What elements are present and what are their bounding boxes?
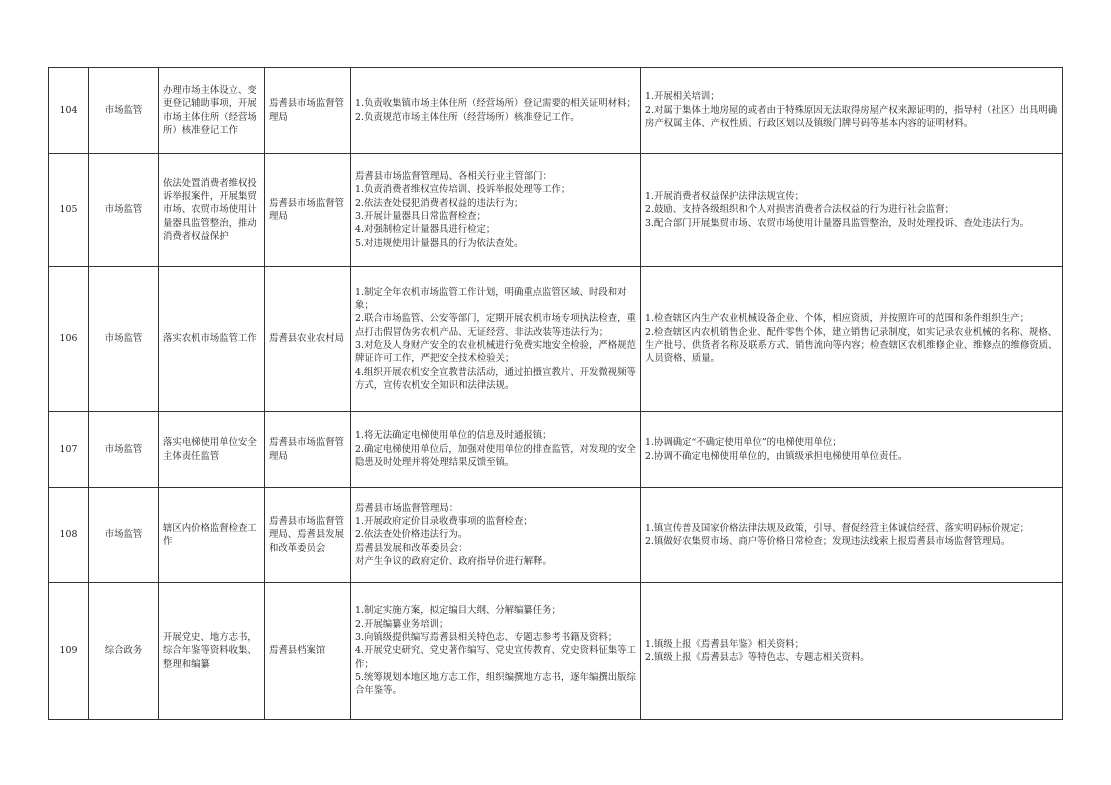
county-duty-line: 2.依法查处侵犯消费者权益的违法行为；: [355, 197, 524, 209]
town-duties: [641, 583, 1063, 720]
county-duty-line: 4.对强制检定计量器具进行检定；: [355, 224, 496, 236]
town-duty-line: 3.配合部门开展集贸市场、农贸市场使用计量器具监管整治，及时处理投诉、查处违法行为。: [645, 217, 1029, 229]
county-duties: [351, 583, 641, 720]
county-duty-line: 3.对危及人身财产安全的农业机械进行免费实地安全检验，严格规范牌证许可工作，严把安全技术检验关；: [355, 340, 636, 365]
row-number: 108: [49, 488, 89, 583]
row-field: 市场监管: [89, 267, 159, 412]
county-duty-line: 3.向镇级提供编写焉耆县相关特色志、专题志参考书籍及资料；: [355, 631, 618, 643]
row-field: 市场监管: [89, 68, 159, 154]
town-duties: [641, 488, 1063, 583]
town-duty-line: 2.鼓励、支持各级组织和个人对损害消费者合法权益的行为进行社会监督；: [645, 204, 954, 216]
county-duty-line: 1.开展政府定价目录收费事项的监督检查；: [355, 515, 533, 527]
row-item: 落实农机市场监管工作: [159, 267, 265, 412]
town-duties: [641, 68, 1063, 154]
row-item: 落实电梯使用单位安全主体责任监管: [159, 412, 265, 488]
county-duty-line: 2.联合市场监管、公安等部门，定期开展农机市场专项执法检查，重点打击假冒伪劣农机产品、无证经营、非法改装等违法行为；: [355, 313, 636, 338]
county-duty-line: 1.负责收集镇市场主体住所（经营场所）登记需要的相关证明材料；: [355, 98, 636, 110]
row-item: 辖区内价格监督检查工作: [159, 488, 265, 583]
row-number: 109: [49, 583, 89, 720]
town-duty-line: 2.镇级上报《焉耆县志》等特色志、专题志相关资料。: [645, 652, 870, 663]
town-duties: [641, 267, 1063, 412]
county-duties: [351, 412, 641, 488]
town-duty-line: 1.开展相关培训；: [645, 91, 720, 103]
county-duties: [351, 267, 641, 412]
county-duties: [351, 488, 641, 583]
row-department: 焉耆县市场监督管理局: [265, 68, 351, 154]
table-row: [49, 488, 1063, 583]
county-duty-line: 3.开展计量器具日常监督检查；: [355, 211, 486, 222]
town-duties: [641, 154, 1063, 267]
row-number: 106: [49, 267, 89, 412]
county-duty-line: 1.制定全年农机市场监管工作计划，明确重点监管区域、时段和对象；: [355, 286, 627, 311]
town-duties: [641, 412, 1063, 488]
row-field: 市场监管: [89, 412, 159, 488]
row-field: 市场监管: [89, 488, 159, 583]
town-duty-line: 2.协调不确定电梯使用单位的，由镇级承担电梯使用单位责任。: [645, 450, 908, 462]
row-department: 焉耆县市场监督管理局、焉耆县发展和改革委员会: [265, 488, 351, 583]
county-duty-line: 2.确定电梯使用单位后，加强对使用单位的排查监管，对发现的安全隐患及时处理并将处理结果反馈至镇。: [355, 443, 636, 469]
county-duties: [351, 68, 641, 154]
county-duties: [351, 154, 641, 267]
county-duty-line: 2.依法查处价格违法行为。: [355, 529, 468, 541]
county-duty-line: 焉耆县市场监督管理局：: [355, 502, 459, 514]
county-duty-line: 1.负责消费者维权宣传培训、投诉举报处理等工作；: [355, 184, 571, 196]
county-duty-line: 焉耆县发展和改革委员会：: [355, 542, 468, 554]
table-row: [49, 583, 1063, 720]
row-number: 105: [49, 154, 89, 267]
table-row: [49, 68, 1063, 154]
table-row: [49, 267, 1063, 412]
duty-table: [48, 67, 1063, 720]
row-field: 市场监管: [89, 154, 159, 267]
town-duty-line: 1.镇宣传普及国家价格法律法规及政策，引导、督促经营主体诚信经营、落实明码标价规定；: [645, 522, 1029, 534]
town-duty-line: 1.协调确定“不确定使用单位”的电梯使用单位；: [645, 437, 842, 449]
row-item: 依法处置消费者维权投诉举报案件，开展集贸市场、农贸市场使用计量器具监管整治，推动消费者权益保护: [159, 154, 265, 267]
town-duty-line: 1.检查辖区内生产农业机械设备企业、个体，相应资质，并按照许可的范围和条件组织生产；: [645, 313, 1029, 325]
row-item: 办理市场主体设立、变更登记辅助事项，开展市场主体住所（经营场所）核准登记工作: [159, 68, 265, 154]
table-row: [49, 412, 1063, 488]
county-duty-line: 焉耆县市场监督管理局、各相关行业主管部门：: [355, 170, 552, 182]
town-duty-line: 1.镇级上报《焉耆县年鉴》相关资料；: [645, 638, 804, 650]
county-duty-line: 2.负责规范市场主体住所（经营场所）核准登记工作。: [355, 111, 580, 123]
county-duty-line: 2.开展编纂业务培训；: [355, 618, 449, 630]
county-duty-line: 1.将无法确定电梯使用单位的信息及时通报镇；: [355, 430, 552, 442]
row-number: 104: [49, 68, 89, 154]
town-duty-line: 2.对属于集体土地房屋的或者由于特殊原因无法取得房屋产权来源证明的，指导村（社区）出具明确房产权属主体、产权性质、行政区划以及镇级门牌号码等基本内容的证明材料。: [645, 104, 1058, 130]
row-field: 综合政务: [89, 583, 159, 720]
county-duty-line: 1.制定实施方案，拟定编目大纲、分解编纂任务；: [355, 605, 561, 617]
town-duty-line: 1.开展消费者权益保护法律法规宣传；: [645, 190, 804, 202]
town-duty-line: 2.镇做好农集贸市场、商户等价格日常检查；发现违法线索上报焉耆县市场监督管理局。: [645, 536, 1011, 547]
town-duty-line: 2.检查辖区内农机销售企业、配件零售个体，建立销售记录制度，如实记录农业机械的名称、规格、生产批号、供货者名称及联系方式、销售流向等内容；检查辖区农机维修企业、维修点的维修资质、人员资格、质量。: [645, 326, 1058, 365]
row-department: 焉耆县农业农村局: [265, 267, 351, 412]
county-duty-line: 对产生争议的政府定价、政府指导价进行解释。: [355, 556, 552, 568]
row-number: 107: [49, 412, 89, 488]
row-item: 开展党史、地方志书，综合年鉴等资料收集、整理和编纂: [159, 583, 265, 720]
table-row: [49, 154, 1063, 267]
row-department: 焉耆县市场监督管理局: [265, 154, 351, 267]
county-duty-line: 4.组织开展农机安全宣教普法活动，通过拍摄宣教片、开发微视频等方式，宣传农机安全知识和法律法规。: [355, 366, 636, 392]
county-duty-line: 5.统筹规划本地区地方志工作，组织编撰地方志书，逐年编撰出版综合年鉴等。: [355, 672, 636, 697]
county-duty-line: 4.开展党史研究、党史著作编写、党史宣传教育、党史资料征集等工作；: [355, 645, 636, 670]
county-duty-line: 5.对违规使用计量器具的行为依法查处。: [355, 237, 524, 249]
row-department: 焉耆县档案馆: [265, 583, 351, 720]
row-department: 焉耆县市场监督管理局: [265, 412, 351, 488]
